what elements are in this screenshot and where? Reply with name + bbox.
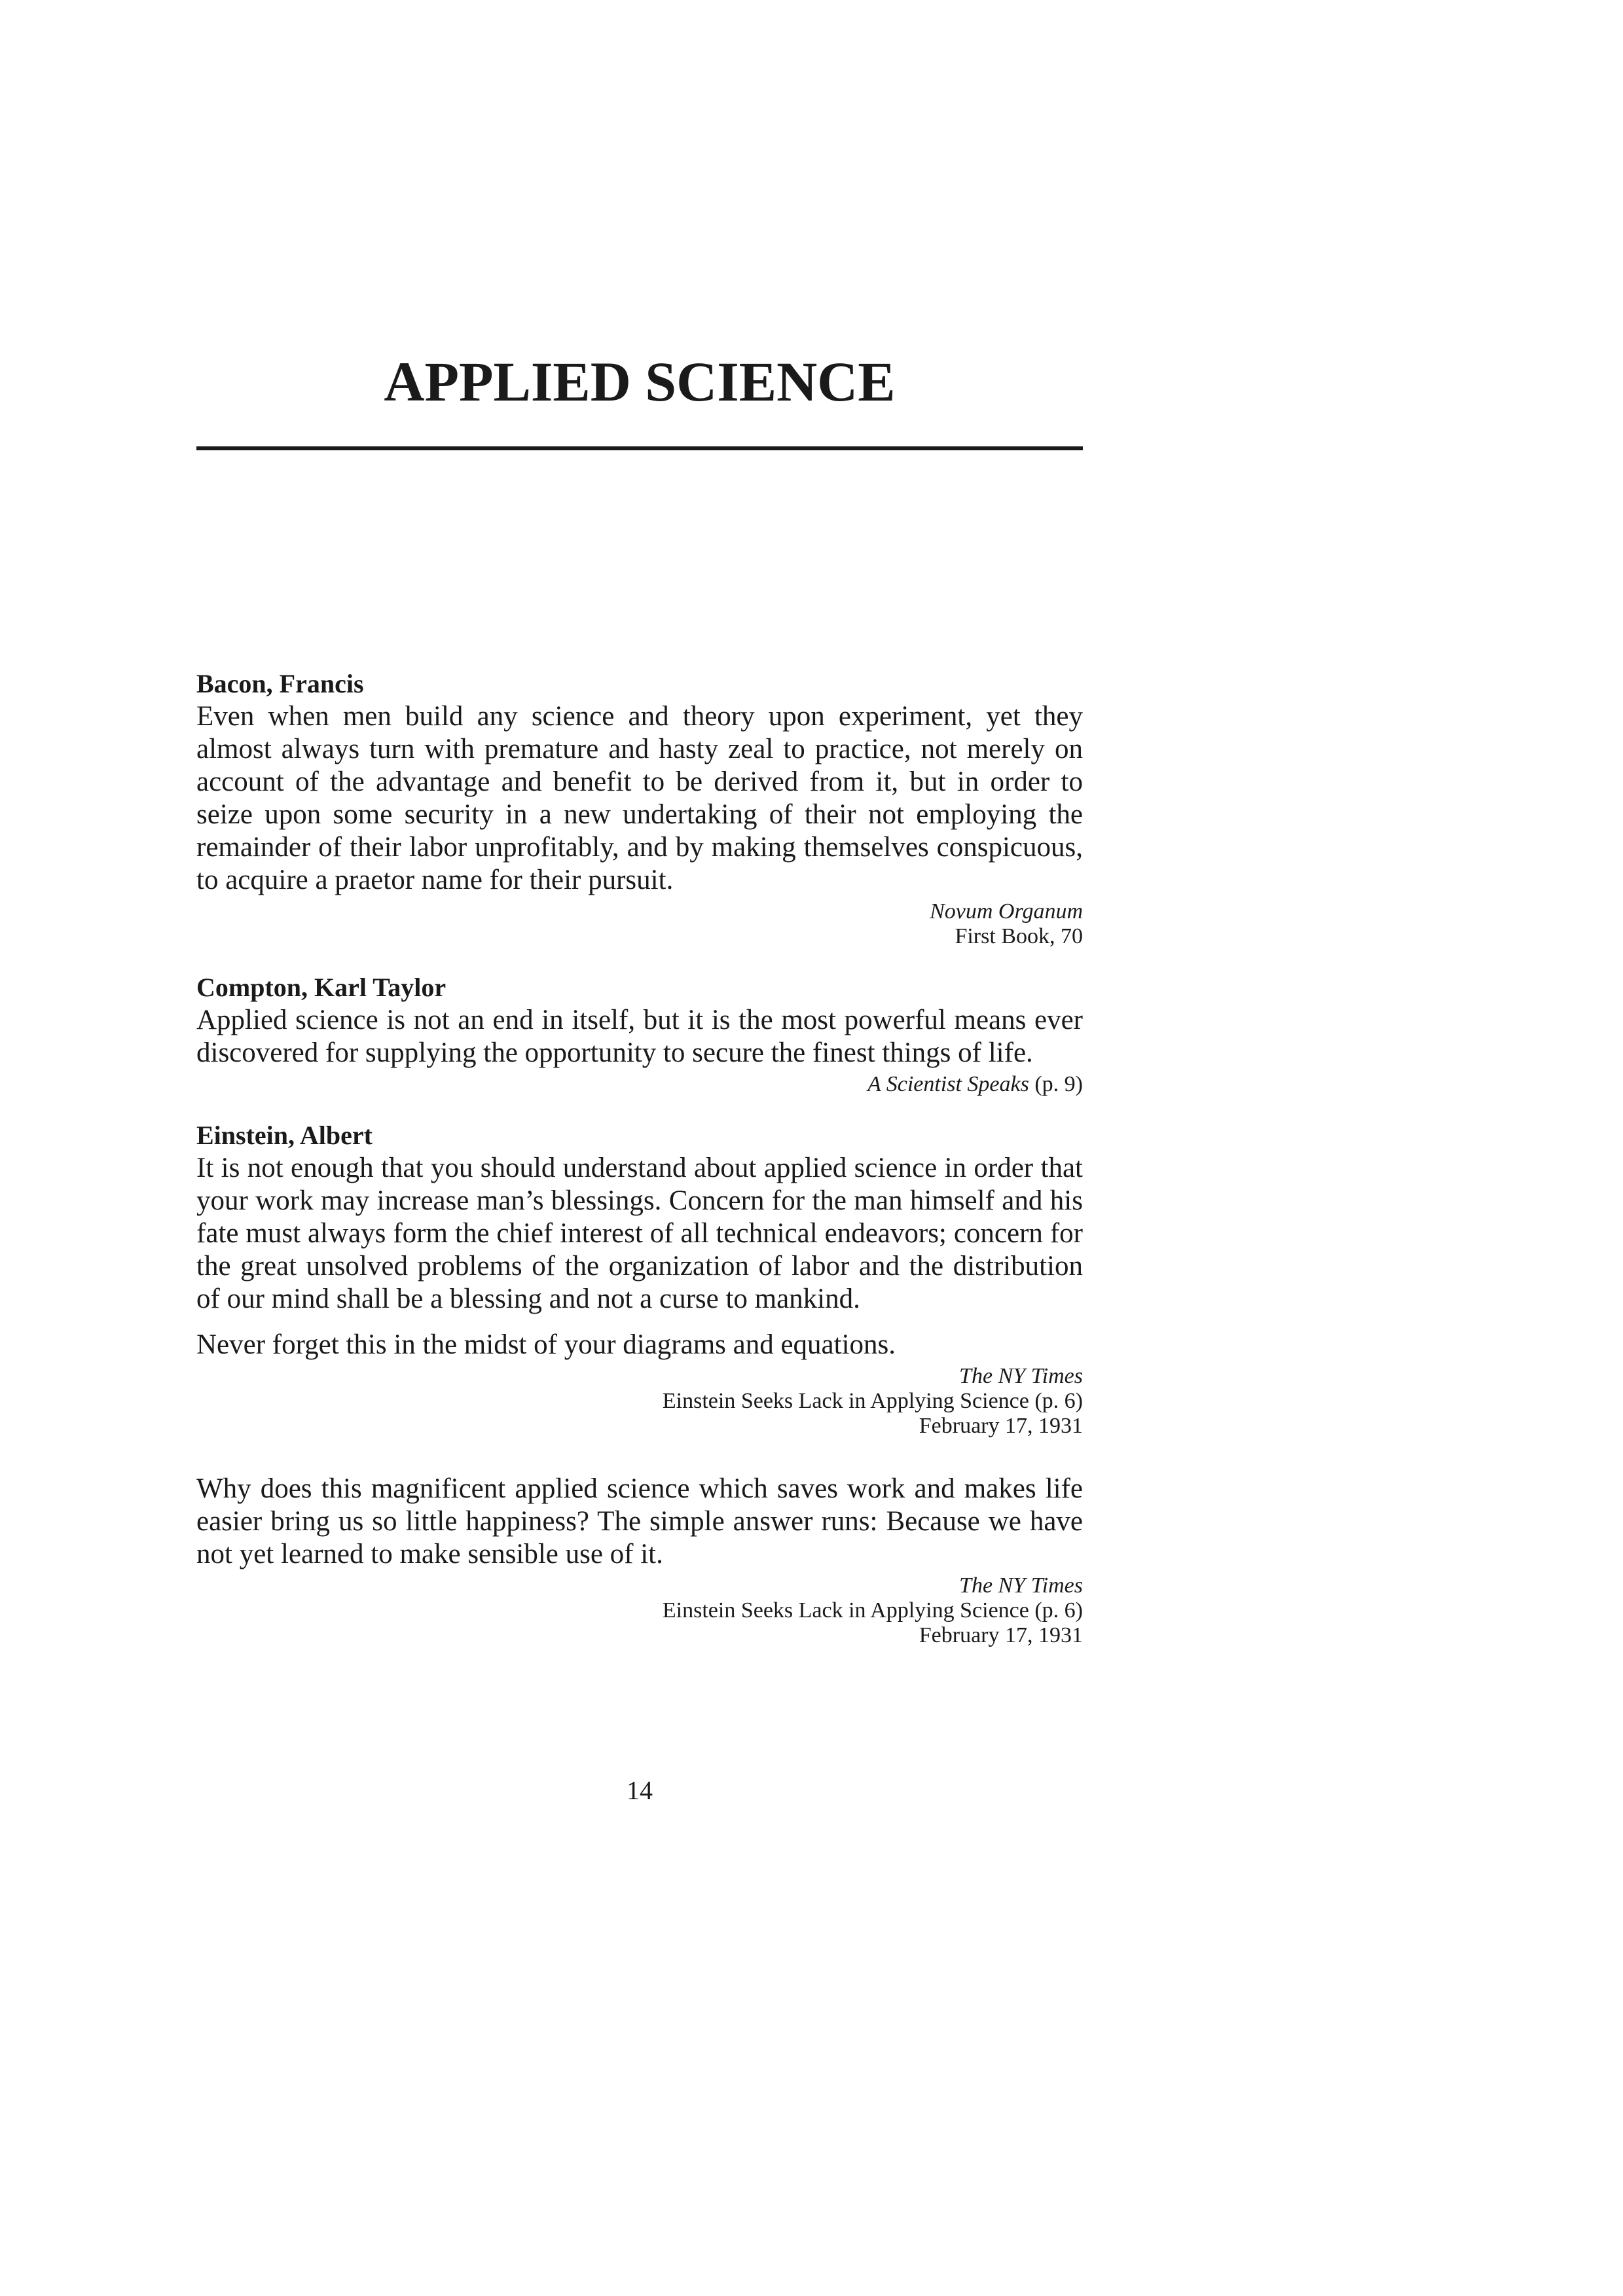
page-number: 14 <box>627 1776 653 1805</box>
source-page: (p. 9) <box>1029 1072 1083 1096</box>
source-date: February 17, 1931 <box>919 1623 1083 1647</box>
source-detail: Einstein Seeks Lack in Applying Science (p. 6) <box>662 1389 1083 1413</box>
quote-source <box>196 1573 1083 1648</box>
quote-text: Why does this magnificent applied science which saves work and makes life easier bring us so little happiness? The simple answer runs: Because we have not yet learned to make sensible use of it. <box>196 1473 1083 1570</box>
source-title: A Scientist Speaks <box>867 1072 1029 1096</box>
quote-text: Applied science is not an end in itself, but it is the most powerful means ever discovered for supplying the opportunity to secure the finest things of life. <box>196 1005 1083 1068</box>
title-rule <box>196 446 1083 450</box>
entry-bacon <box>196 668 1083 949</box>
source-title: The NY Times <box>959 1364 1083 1388</box>
source-detail: Einstein Seeks Lack in Applying Science (p. 6) <box>662 1598 1083 1623</box>
source-title: Novum Organum <box>930 899 1083 924</box>
source-date: February 17, 1931 <box>919 1414 1083 1438</box>
source-title: The NY Times <box>959 1573 1083 1598</box>
quote-source <box>196 1072 1083 1097</box>
quote-source <box>196 1364 1083 1439</box>
author-name: Bacon, Francis <box>196 669 364 698</box>
quote-text: It is not enough that you should understand about applied science in order that your work may increase man’s blessings. Concern for the man himself and his fate must always form the chief interest of all technical endeavors; concern for the great unsolved problems of the organization of labor and the distribution of our mind shall be a blessing and not a curse to mankind. <box>196 1153 1083 1314</box>
author-name: Einstein, Albert <box>196 1121 373 1150</box>
entry-einstein <box>196 1119 1083 1648</box>
quote-source <box>196 899 1083 949</box>
quote-text: Even when men build any science and theory upon experiment, yet they almost always turn with premature and hasty zeal to practice, not merely on account of the advantage and benefit to be derived from it, but in order to seize upon some security in a new undertaking of their not employing the remainder of their labor unprofitably, and by making themselves conspicuous, to acquire a praetor name for their pursuit. <box>196 701 1083 895</box>
entry-compton <box>196 971 1083 1097</box>
quote-text-continued: Never forget this in the midst of your diagrams and equations. <box>196 1329 896 1360</box>
book-page <box>196 0 1083 2296</box>
quote-entries <box>196 668 1083 1670</box>
einstein-second-quote <box>196 1473 1083 1648</box>
author-name: Compton, Karl Taylor <box>196 973 447 1002</box>
chapter-title: APPLIED SCIENCE <box>384 350 896 413</box>
source-detail: First Book, 70 <box>955 924 1083 948</box>
